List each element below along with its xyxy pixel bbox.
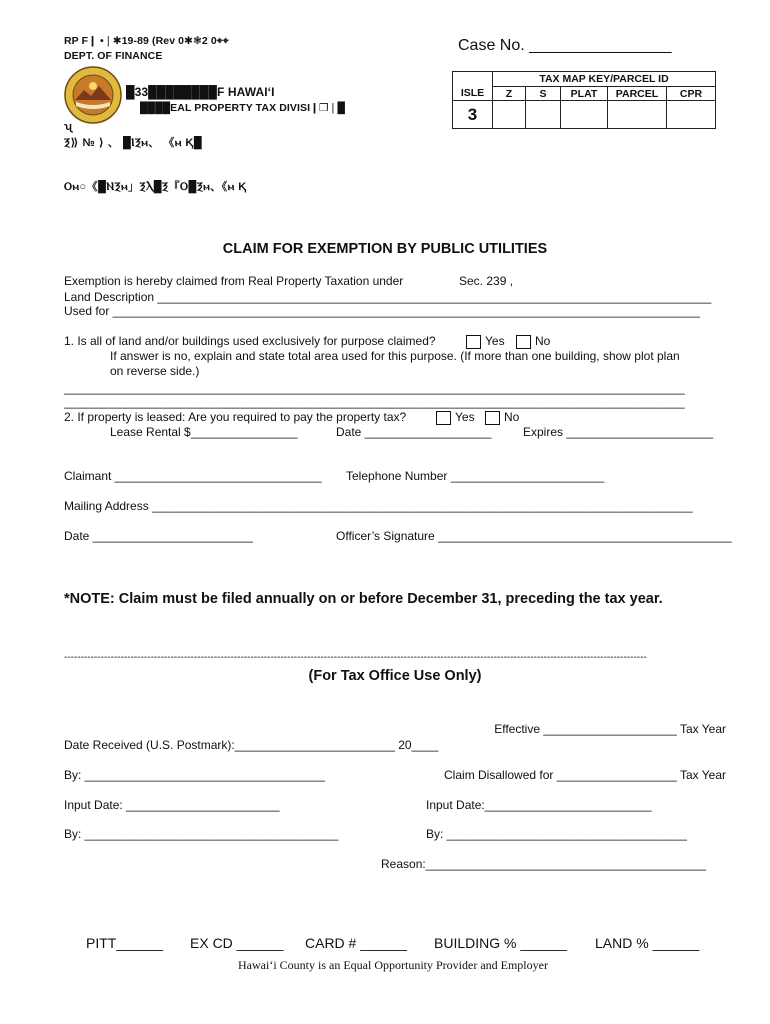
tmk-title: TAX MAP KEY/PARCEL ID (493, 72, 716, 87)
q1-no-checkbox[interactable] (516, 335, 531, 349)
tmk-col-isle: ISLE (453, 87, 493, 101)
question-1-label: 1. Is all of land and/or buildings used exclusively for purpose claimed? (64, 334, 436, 348)
mailing-address-field[interactable]: Mailing Address _________________________________________________________________________________ (64, 499, 693, 513)
effective-tax-year-field[interactable]: Effective ____________________ Tax Year (494, 722, 726, 736)
lease-date-field[interactable]: Date ___________________ (336, 425, 492, 439)
tmk-col-parcel: PARCEL (608, 87, 667, 101)
form-code: RP F❙ •❘✱19-89 (Rev 0✱❃2 0⌖⌖ (64, 35, 229, 47)
tmk-col-cpr: CPR (667, 87, 716, 101)
lease-rental-field[interactable]: Lease Rental $________________ (110, 425, 298, 439)
garbled-text-3: Ⲟⲙ○《█ⲚⲜⲙ」ⲜⲖ█Ⲝ『Ⲟ█Ⲝⲙ、《ⲙ Ⱪ (64, 181, 247, 193)
county-name: █33████████F HAWAI‘I (126, 85, 275, 99)
question-2-label: 2. If property is leased: Are you required to pay the property tax? (64, 410, 407, 424)
q1-yes-label: Yes (485, 334, 505, 348)
q2-no-checkbox[interactable] (485, 411, 500, 425)
tmk-isle-value: 3 (453, 101, 493, 129)
by-field-3[interactable]: By: ____________________________________ (426, 827, 687, 841)
form-title: CLAIM FOR EXEMPTION BY PUBLIC UTILITIES (222, 241, 548, 257)
tmk-corner-cell (453, 72, 493, 87)
tmk-plat-input[interactable] (561, 101, 608, 129)
garbled-text-2: Ⲝ⟫ № ⟩ 、 █ⲒⲜⲙ、 《ⲙ Ⱪ█ (64, 137, 203, 149)
q1-yes-checkbox[interactable] (466, 335, 481, 349)
tmk-col-z: Z (493, 87, 526, 101)
section-divider: ------------------------------------------------------------------------------------------------------------------------------------------------------------------------------- (64, 652, 647, 663)
land-description-field[interactable]: Land Description ___________________________________________________________________________________ (64, 290, 712, 304)
q2-no-label: No (504, 410, 520, 424)
q1-explain-line-2[interactable]: _____________________________________________________________________________________________ (64, 395, 685, 409)
tmk-col-s: S (526, 87, 561, 101)
garbled-text-1: ʯ (64, 121, 73, 133)
officer-signature-field[interactable]: Officer’s Signature ____________________________________________ (336, 529, 732, 543)
ex-cd-field[interactable]: EX CD ______ (190, 935, 284, 951)
land-percent-field[interactable]: LAND % ______ (595, 935, 700, 951)
telephone-field[interactable]: Telephone Number _______________________ (346, 469, 605, 483)
input-date-left-field[interactable]: Input Date: _______________________ (64, 798, 280, 812)
department-name: DEPT. OF FINANCE (64, 50, 163, 62)
tmk-cpr-input[interactable] (667, 101, 716, 129)
reason-field[interactable]: Reason:__________________________________________ (381, 857, 706, 871)
used-for-field[interactable]: Used for ________________________________________________________________________________________ (64, 304, 700, 318)
exemption-statement: Exemption is hereby claimed from Real Property Taxation under (64, 274, 404, 288)
tmk-z-input[interactable] (493, 101, 526, 129)
card-number-field[interactable]: CARD # ______ (305, 935, 407, 951)
q1-no-label: No (535, 334, 551, 348)
tax-map-key-table (452, 71, 716, 129)
office-use-title: (For Tax Office Use Only) (308, 668, 482, 684)
tmk-col-plat: PLAT (561, 87, 608, 101)
claim-disallowed-field[interactable]: Claim Disallowed for __________________ Tax Year (444, 768, 726, 782)
q1-explain-text: If answer is no, explain and state total area used for this purpose. (If more than one building, show plot plan (110, 349, 680, 363)
footer-statement: Hawai‘i County is an Equal Opportunity Provider and Employer (238, 958, 548, 972)
input-date-right-field[interactable]: Input Date:_________________________ (426, 798, 652, 812)
q1-explain-text-2: on reverse side.) (110, 364, 200, 378)
case-number-field[interactable]: Case No. ________________ (458, 37, 672, 54)
by-field-2[interactable]: By: ______________________________________ (64, 827, 339, 841)
filing-note: *NOTE: Claim must be filed annually on or before December 31, preceding the tax year. (64, 591, 663, 607)
building-percent-field[interactable]: BUILDING % ______ (434, 935, 568, 951)
by-field-1[interactable]: By: ____________________________________ (64, 768, 325, 782)
lease-expires-field[interactable]: Expires ______________________ (523, 425, 714, 439)
division-name: ████EAL PROPERTY TAX DIVISI❙❒❘█ (140, 102, 345, 114)
signature-date-field[interactable]: Date ________________________ (64, 529, 253, 543)
section-reference: Sec. 239 , (459, 274, 514, 288)
claimant-field[interactable]: Claimant _______________________________ (64, 469, 322, 483)
tmk-s-input[interactable] (526, 101, 561, 129)
q2-yes-checkbox[interactable] (436, 411, 451, 425)
pitt-field[interactable]: PITT______ (86, 935, 164, 951)
county-seal-logo (64, 66, 122, 124)
tmk-parcel-input[interactable] (608, 101, 667, 129)
date-received-field[interactable]: Date Received (U.S. Postmark):________________________ 20____ (64, 738, 439, 752)
q1-explain-line-1[interactable]: _____________________________________________________________________________________________ (64, 381, 685, 395)
q2-yes-label: Yes (455, 410, 475, 424)
